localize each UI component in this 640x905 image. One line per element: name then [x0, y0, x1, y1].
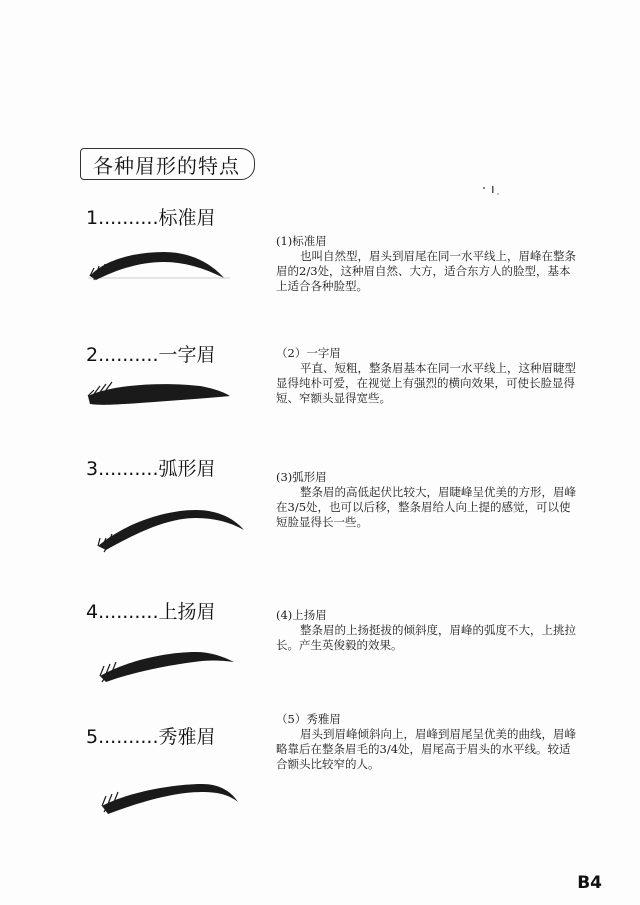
standard-eyebrow-icon: [84, 246, 244, 296]
description-heading: （5）秀雅眉: [276, 712, 341, 726]
straight-eyebrow-icon: [84, 370, 244, 420]
page-title: [80, 148, 255, 180]
item-label-straight: 2..........一字眉: [86, 344, 216, 366]
description-text: 整条眉的高低起伏比较大，眉睫峰呈优美的方形，眉峰在3/5处，也可以后移，整条眉给人向上提的感觉，可以使短脸显得长一些。: [276, 485, 576, 529]
item-label-standard: 1..........标准眉: [86, 207, 216, 229]
page-title-text: 各种眉形的特点: [93, 153, 240, 178]
description-heading: (4)上扬眉: [276, 608, 327, 622]
description-text: 整条眉的上扬挺拔的倾斜度，眉峰的弧度不大，上挑拉长。产生英俊毅的效果。: [276, 623, 576, 652]
item-label-elegant: 5..........秀雅眉: [86, 726, 216, 748]
ink-specks-icon: [480, 184, 510, 204]
description-text: 平直、短粗，整条眉基本在同一水平线上，这种眉睫型显得纯朴可爱，在视觉上有强烈的横向效果，可使长脸显得短、窄额头显得宽些。: [276, 361, 576, 405]
description-heading: （2）一字眉: [276, 346, 341, 360]
description-upswept: [276, 608, 576, 653]
description-arched: [276, 470, 576, 530]
description-text: 眉头到眉峰倾斜向上，眉峰到眉尾呈优美的曲线，眉峰略靠后在整条眉毛的3/4处，眉尾高于眉头的水平线。较适合额头比较窄的人。: [276, 727, 576, 771]
arched-eyebrow-icon: [84, 500, 254, 560]
elegant-eyebrow-icon: [84, 772, 244, 822]
description-text: 也叫自然型，眉头到眉尾在同一水平线上，眉峰在整条眉的2/3处，这种眉自然、大方，适合东方人的脸型，基本上适合各种脸型。: [276, 249, 576, 293]
item-label-arched: 3..........弧形眉: [86, 458, 216, 480]
item-label-upswept: 4..........上扬眉: [86, 601, 216, 623]
page-number: B4: [577, 873, 602, 893]
description-heading: (3)弧形眉: [276, 470, 327, 484]
description-straight: [276, 346, 576, 406]
description-standard: [276, 234, 576, 294]
upswept-eyebrow-icon: [84, 640, 244, 690]
description-elegant: [276, 712, 576, 772]
description-heading: (1)标准眉: [276, 234, 327, 248]
